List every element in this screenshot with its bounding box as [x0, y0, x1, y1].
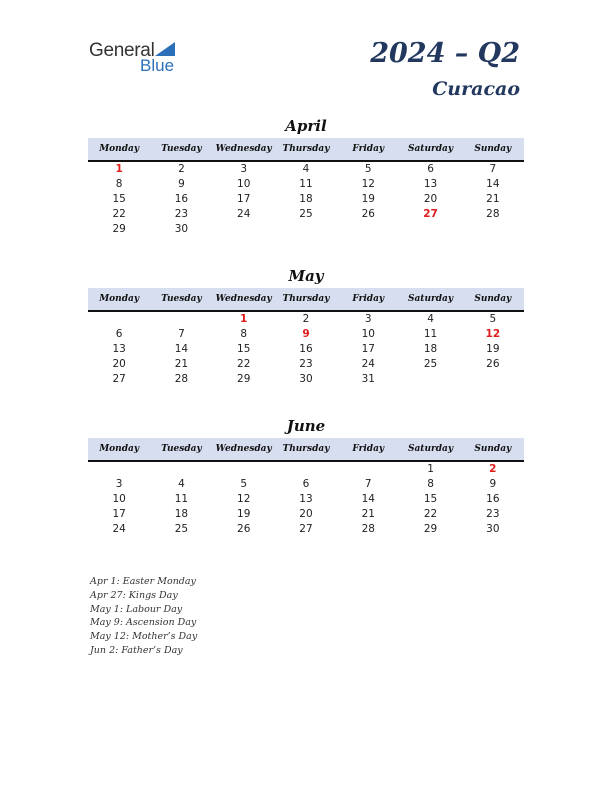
- day-cell: 11: [299, 178, 313, 190]
- week-row: [88, 372, 524, 387]
- logo-triangle-icon: [155, 42, 175, 56]
- month-name: April: [285, 117, 327, 135]
- day-cell: 8: [427, 478, 434, 490]
- day-cell: 1: [115, 163, 123, 175]
- month-calendar-june: [88, 416, 524, 537]
- day-cell: 3: [240, 163, 248, 175]
- day-cell: 9: [178, 178, 185, 190]
- page-title: 2024 – Q2: [370, 38, 520, 69]
- holiday-note: Apr 27: Kings Day: [90, 589, 178, 601]
- week-row: [88, 207, 524, 222]
- weekday-header-row: [88, 138, 524, 162]
- empty-day-cell: [462, 222, 524, 237]
- day-cell: 27: [423, 208, 438, 220]
- day-cell: 1: [427, 463, 434, 475]
- day-cell: 8: [115, 178, 123, 190]
- logo: [89, 40, 175, 75]
- weekday-header: Saturday: [407, 144, 454, 154]
- empty-day-cell: [275, 222, 337, 237]
- day-cell: 31: [361, 373, 375, 385]
- weekday-header: Tuesday: [161, 144, 202, 154]
- weekday-header: Thursday: [282, 144, 330, 154]
- weekday-header-row: [88, 288, 524, 312]
- weekday-header: Saturday: [407, 294, 454, 304]
- day-cell: 16: [299, 343, 313, 355]
- day-cell: 5: [364, 163, 372, 175]
- day-cell: 15: [237, 343, 251, 355]
- weekday-header: Friday: [352, 294, 385, 304]
- holiday-notes: [90, 575, 197, 658]
- empty-day-cell: [399, 222, 461, 237]
- empty-day-cell: [88, 462, 150, 477]
- weekday-header: Sunday: [474, 144, 512, 154]
- week-row: [88, 492, 524, 507]
- day-cell: 2: [489, 463, 497, 475]
- weekday-header: Thursday: [282, 444, 330, 454]
- weekday-header: Saturday: [407, 444, 454, 454]
- day-cell: 7: [178, 328, 185, 340]
- empty-day-cell: [337, 462, 399, 477]
- weekday-header: Sunday: [474, 294, 512, 304]
- day-cell: 21: [361, 508, 375, 520]
- day-cell: 23: [486, 508, 500, 520]
- weekday-header: Monday: [99, 144, 140, 154]
- week-row: [88, 462, 524, 477]
- day-cell: 6: [302, 478, 310, 490]
- day-cell: 29: [112, 223, 126, 235]
- day-cell: 24: [112, 523, 126, 535]
- day-cell: 5: [489, 313, 497, 325]
- week-row: [88, 327, 524, 342]
- day-cell: 26: [361, 208, 375, 220]
- weekday-header: Wednesday: [215, 444, 272, 454]
- page-subtitle: Curacao: [432, 78, 520, 100]
- day-cell: 17: [361, 343, 375, 355]
- day-cell: 26: [486, 358, 500, 370]
- week-row: [88, 177, 524, 192]
- day-cell: 25: [174, 523, 189, 535]
- logo-blue-text: Blue: [140, 56, 175, 75]
- day-cell: 18: [423, 343, 438, 355]
- day-cell: 15: [112, 193, 126, 205]
- day-cell: 22: [423, 508, 438, 520]
- day-cell: 11: [174, 493, 189, 505]
- month-calendar-april: [88, 116, 524, 237]
- day-cell: 29: [237, 373, 251, 385]
- day-cell: 21: [174, 358, 189, 370]
- week-row: [88, 357, 524, 372]
- month-calendar-may: [88, 266, 524, 387]
- day-cell: 16: [486, 493, 500, 505]
- day-cell: 21: [486, 193, 500, 205]
- day-cell: 16: [174, 193, 189, 205]
- day-cell: 12: [237, 493, 251, 505]
- day-cell: 20: [112, 358, 126, 370]
- day-cell: 12: [485, 328, 501, 340]
- day-cell: 2: [178, 163, 185, 175]
- day-cell: 25: [423, 358, 438, 370]
- empty-day-cell: [275, 462, 337, 477]
- week-row: [88, 312, 524, 327]
- empty-day-cell: [150, 462, 212, 477]
- day-cell: 22: [237, 358, 251, 370]
- day-cell: 10: [361, 328, 375, 340]
- day-cell: 17: [112, 508, 126, 520]
- day-cell: 13: [299, 493, 313, 505]
- weekday-header: Monday: [99, 294, 140, 304]
- weekday-header: Wednesday: [215, 144, 272, 154]
- day-cell: 10: [112, 493, 126, 505]
- day-cell: 2: [302, 313, 310, 325]
- day-cell: 3: [115, 478, 123, 490]
- empty-day-cell: [399, 372, 461, 387]
- day-cell: 6: [115, 328, 123, 340]
- week-row: [88, 522, 524, 537]
- day-cell: 20: [299, 508, 313, 520]
- weekday-header: Sunday: [474, 444, 512, 454]
- day-cell: 28: [361, 523, 375, 535]
- empty-day-cell: [213, 222, 275, 237]
- day-cell: 9: [489, 478, 497, 490]
- weekday-header: Friday: [352, 144, 385, 154]
- day-cell: 30: [486, 523, 500, 535]
- day-cell: 10: [237, 178, 251, 190]
- day-cell: 14: [174, 343, 189, 355]
- day-cell: 23: [174, 208, 189, 220]
- holiday-note: Jun 2: Father’s Day: [90, 644, 183, 656]
- day-cell: 14: [486, 178, 500, 190]
- day-cell: 18: [174, 508, 189, 520]
- day-cell: 23: [299, 358, 313, 370]
- weekday-header: Tuesday: [161, 444, 202, 454]
- day-cell: 4: [302, 163, 310, 175]
- day-cell: 29: [423, 523, 438, 535]
- day-cell: 8: [240, 328, 248, 340]
- weekday-header: Monday: [99, 444, 140, 454]
- empty-day-cell: [150, 312, 212, 327]
- day-cell: 26: [237, 523, 251, 535]
- weekday-header: Tuesday: [161, 294, 202, 304]
- day-cell: 20: [423, 193, 438, 205]
- holiday-note: May 9: Ascension Day: [90, 617, 197, 629]
- day-cell: 11: [423, 328, 438, 340]
- day-cell: 30: [299, 373, 313, 385]
- day-cell: 7: [489, 163, 497, 175]
- day-cell: 24: [361, 358, 375, 370]
- day-cell: 18: [299, 193, 313, 205]
- week-row: [88, 162, 524, 177]
- weekday-header-row: [88, 438, 524, 462]
- day-cell: 25: [299, 208, 313, 220]
- weekday-header: Wednesday: [215, 294, 272, 304]
- empty-day-cell: [337, 222, 399, 237]
- month-name: May: [288, 267, 324, 285]
- weekday-header: Friday: [352, 444, 385, 454]
- holiday-note: May 12: Mother’s Day: [90, 631, 198, 643]
- logo-general-text: General: [89, 40, 155, 61]
- day-cell: 24: [237, 208, 251, 220]
- day-cell: 27: [299, 523, 313, 535]
- day-cell: 19: [361, 193, 375, 205]
- week-row: [88, 342, 524, 357]
- week-row: [88, 477, 524, 492]
- week-row: [88, 192, 524, 207]
- day-cell: 5: [240, 478, 248, 490]
- empty-day-cell: [213, 462, 275, 477]
- day-cell: 12: [361, 178, 375, 190]
- empty-day-cell: [88, 312, 150, 327]
- day-cell: 13: [112, 343, 126, 355]
- holiday-note: Apr 1: Easter Monday: [90, 576, 196, 587]
- day-cell: 17: [237, 193, 251, 205]
- holiday-note: May 1: Labour Day: [90, 603, 183, 615]
- day-cell: 19: [486, 343, 500, 355]
- day-cell: 28: [174, 373, 189, 385]
- day-cell: 28: [486, 208, 500, 220]
- day-cell: 3: [364, 313, 372, 325]
- day-cell: 9: [302, 328, 310, 340]
- day-cell: 19: [237, 508, 251, 520]
- day-cell: 6: [427, 163, 434, 175]
- day-cell: 30: [174, 223, 189, 235]
- day-cell: 1: [240, 313, 248, 325]
- week-row: [88, 222, 524, 237]
- day-cell: 4: [178, 478, 185, 490]
- day-cell: 14: [361, 493, 375, 505]
- day-cell: 7: [364, 478, 372, 490]
- day-cell: 22: [112, 208, 126, 220]
- day-cell: 15: [423, 493, 438, 505]
- weekday-header: Thursday: [282, 294, 330, 304]
- day-cell: 4: [427, 313, 434, 325]
- day-cell: 13: [423, 178, 438, 190]
- week-row: [88, 507, 524, 522]
- empty-day-cell: [462, 372, 524, 387]
- month-name: June: [286, 417, 326, 435]
- day-cell: 27: [112, 373, 126, 385]
